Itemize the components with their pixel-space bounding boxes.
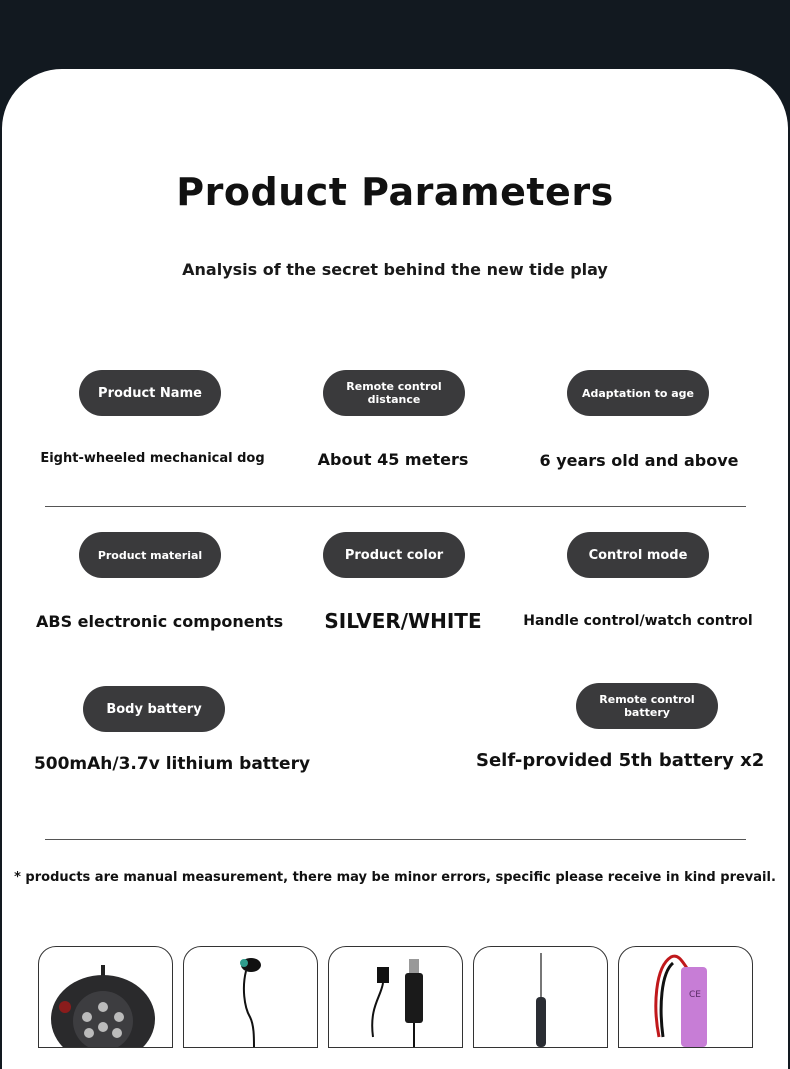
lithium-battery-icon xyxy=(619,947,752,1047)
param-label-control-mode: Control mode xyxy=(567,532,709,578)
accessory-thumb-remote xyxy=(38,946,173,1048)
param-label-body-battery: Body battery xyxy=(83,686,225,732)
param-value-body-battery: 500mAh/3.7v lithium battery xyxy=(33,754,311,774)
param-label-remote-distance: Remote control distance xyxy=(323,370,465,416)
param-value-color: SILVER/WHITE xyxy=(324,609,482,633)
measurement-note: * products are manual measurement, there may be minor errors, specific please receive in kind prevail. xyxy=(14,870,776,885)
accessory-thumb-battery xyxy=(618,946,753,1048)
param-value-age: 6 years old and above xyxy=(539,451,739,470)
svg-text:CE: CE xyxy=(689,990,701,1000)
param-value-control-mode: Handle control/watch control xyxy=(523,613,753,629)
accessory-thumb-usb-cable xyxy=(328,946,463,1048)
param-value-remote-distance: About 45 meters xyxy=(317,450,469,469)
divider xyxy=(45,839,746,840)
earphone-cable-icon xyxy=(184,947,317,1047)
screwdriver-icon xyxy=(474,947,607,1047)
divider xyxy=(45,506,746,507)
param-value-material: ABS electronic components xyxy=(36,612,284,631)
param-label-remote-battery: Remote control battery xyxy=(576,683,718,729)
param-value-product-name: Eight-wheeled mechanical dog xyxy=(40,451,265,466)
accessory-thumb-earphone xyxy=(183,946,318,1048)
param-label-material: Product material xyxy=(79,532,221,578)
param-label-product-name: Product Name xyxy=(79,370,221,416)
page-subtitle: Analysis of the secret behind the new tide play xyxy=(182,260,608,279)
param-label-age: Adaptation to age xyxy=(567,370,709,416)
param-label-color: Product color xyxy=(323,532,465,578)
accessory-thumb-screwdriver xyxy=(473,946,608,1048)
param-value-remote-battery: Self-provided 5th battery x2 xyxy=(476,750,765,771)
usb-charging-cable-icon xyxy=(329,947,462,1047)
remote-controller-icon xyxy=(39,947,172,1047)
page-title: Product Parameters xyxy=(176,170,614,214)
